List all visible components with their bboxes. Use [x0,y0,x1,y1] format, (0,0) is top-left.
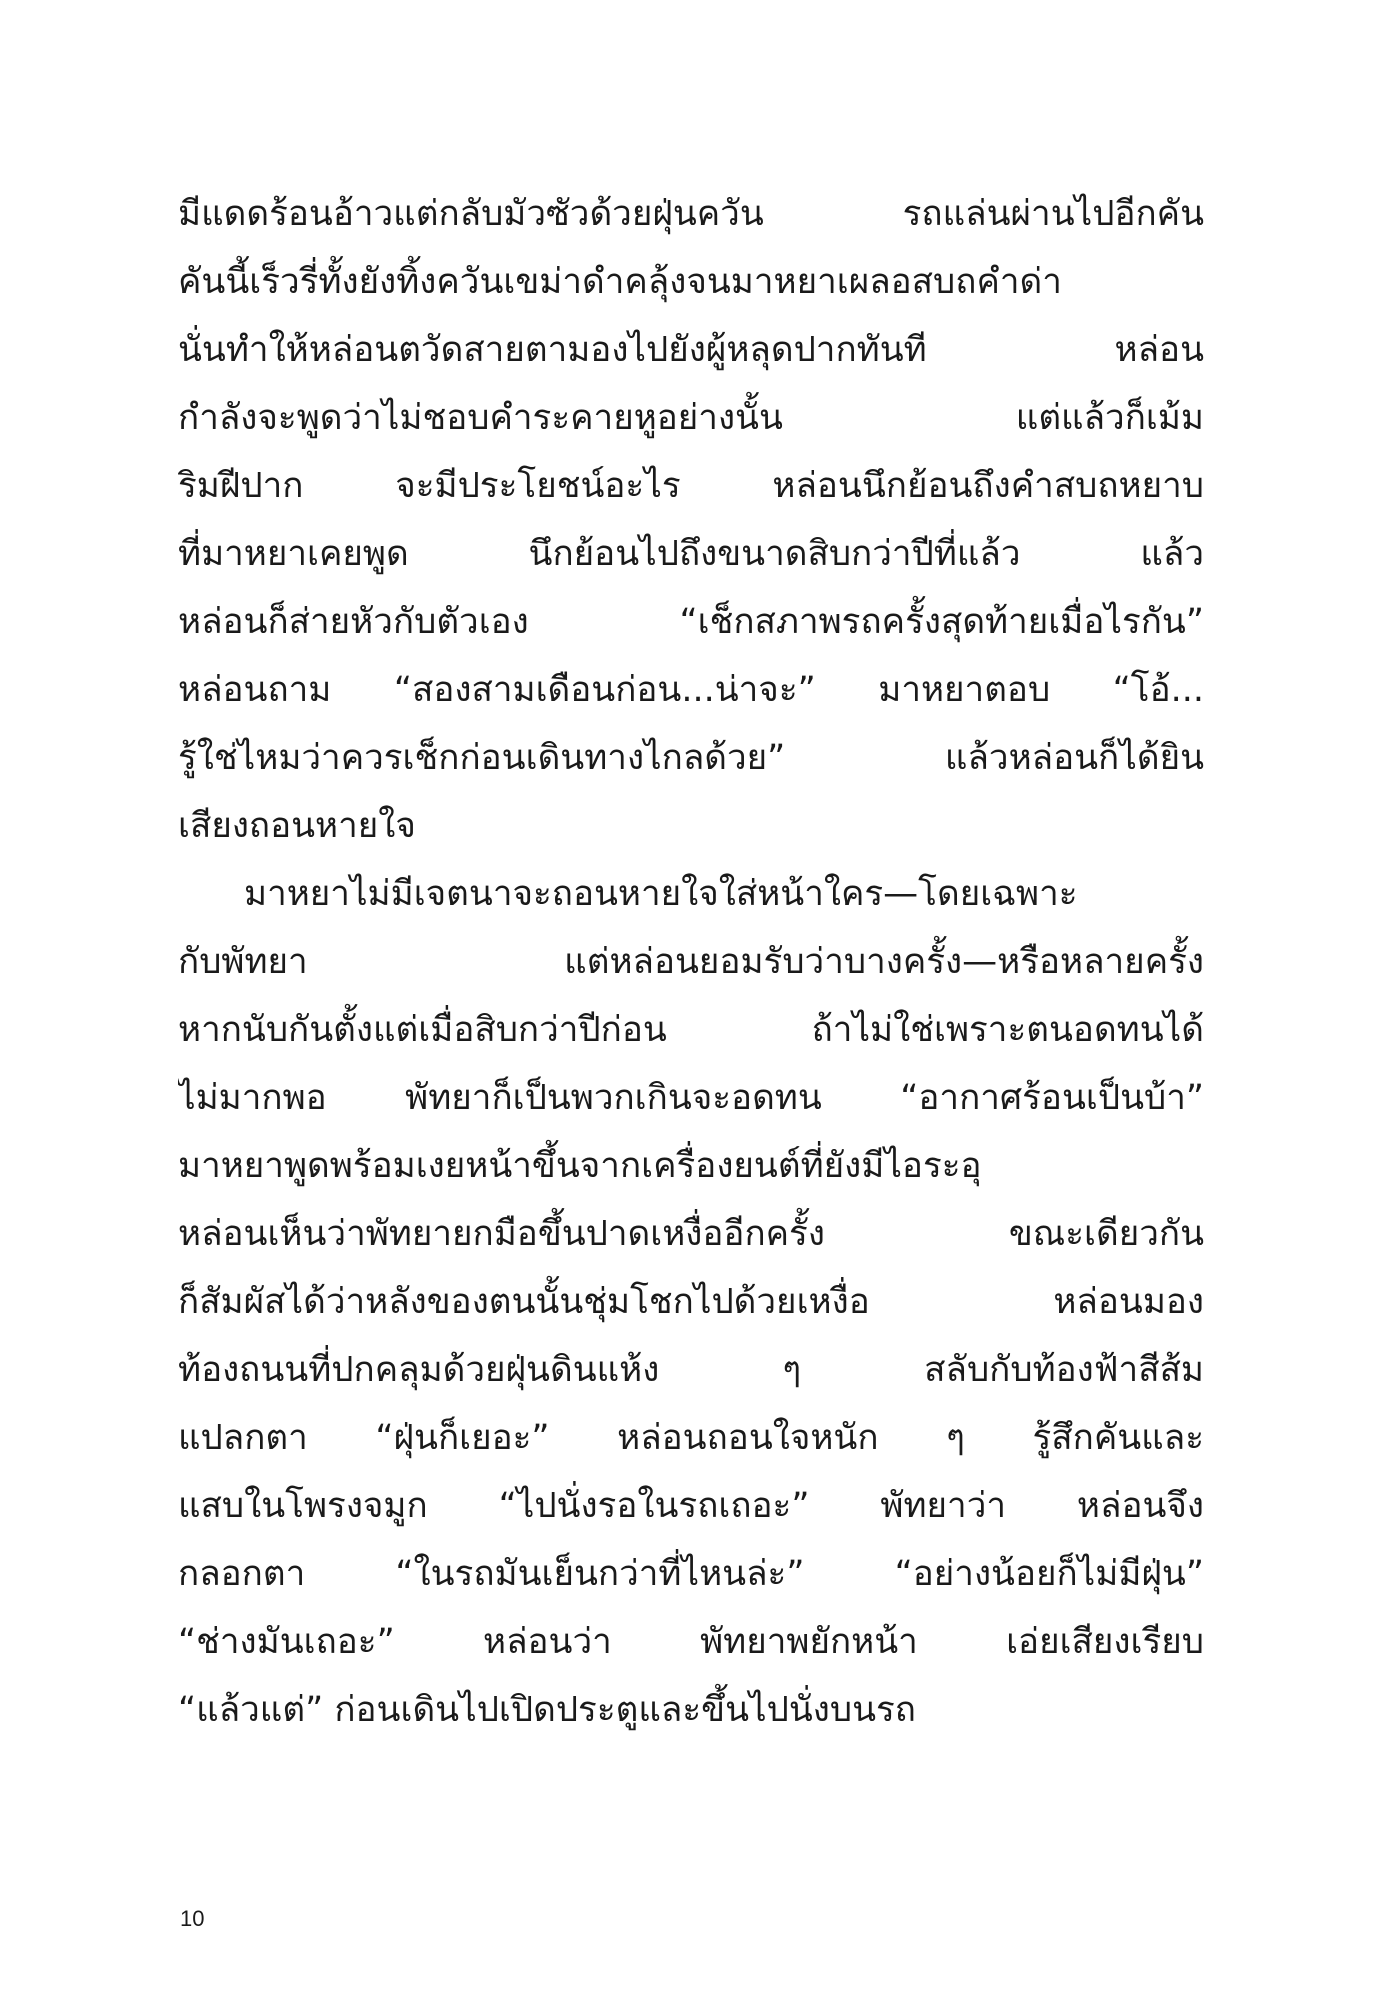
text-line: หากนับกันตั้งแต่เมื่อสิบกว่าปีก่อน ถ้าไม่ใช่เพราะตนอดทนได้ [178,1010,1204,1050]
text-line: คันนี้เร็วรี่ทั้งยังทิ้งควันเขม่าดำคลุ้งจนมาหยาเผลอสบถคำด่า [178,262,1062,302]
text-line: แสบในโพรงจมูก “ไปนั่งรอในรถเถอะ” พัทยาว่า หล่อนจึง [178,1486,1204,1526]
page-number: 10 [180,1906,205,1931]
text-line: หล่อนถาม “สองสามเดือนก่อน...น่าจะ” มาหยาตอบ “โอ้... [178,670,1204,710]
text-line: มีแดดร้อนอ้าวแต่กลับมัวซัวด้วยฝุ่นควัน รถแล่นผ่านไปอีกคัน [178,194,1204,234]
body-text [178,180,1204,1744]
text-line: ไม่มากพอ พัทยาก็เป็นพวกเกินจะอดทน “อากาศร้อนเป็นบ้า” [178,1078,1204,1118]
text-line: ริมฝีปาก จะมีประโยชน์อะไร หล่อนนึกย้อนถึงคำสบถหยาบ [178,466,1204,506]
text-line: “ช่างมันเถอะ” หล่อนว่า พัทยาพยักหน้า เอ่ยเสียงเรียบ [178,1622,1204,1662]
text-line: ที่มาหยาเคยพูด นึกย้อนไปถึงขนาดสิบกว่าปีที่แล้ว แล้ว [178,534,1204,574]
text-line: มาหยาพูดพร้อมเงยหน้าขึ้นจากเครื่องยนต์ที่ยังมีไอระอุ [178,1146,982,1186]
text-line: แปลกตา “ฝุ่นก็เยอะ” หล่อนถอนใจหนัก ๆ รู้สึกคันและ [178,1418,1204,1458]
text-line: รู้ใช่ไหมว่าควรเช็กก่อนเดินทางไกลด้วย” แล้วหล่อนก็ได้ยิน [178,738,1204,778]
text-line: กำลังจะพูดว่าไม่ชอบคำระคายหูอย่างนั้น แต่แล้วก็เม้ม [178,398,1204,438]
text-line: นั่นทำให้หล่อนตวัดสายตามองไปยังผู้หลุดปากทันที หล่อน [178,330,1204,370]
text-line: หล่อนก็ส่ายหัวกับตัวเอง “เช็กสภาพรถครั้งสุดท้ายเมื่อไรกัน” [178,602,1204,642]
text-line: “แล้วแต่” ก่อนเดินไปเปิดประตูและขึ้นไปนั่งบนรถ [178,1690,916,1730]
text-line: มาหยาไม่มีเจตนาจะถอนหายใจใส่หน้าใคร—โดยเฉพาะ [244,874,1078,914]
text-line: กับพัทยา แต่หล่อนยอมรับว่าบางครั้ง—หรือหลายครั้ง [178,942,1204,982]
text-line: กลอกตา “ในรถมันเย็นกว่าที่ไหนล่ะ” “อย่างน้อยก็ไม่มีฝุ่น” [178,1554,1204,1594]
text-line: เสียงถอนหายใจ [178,806,416,846]
text-line: ท้องถนนที่ปกคลุมด้วยฝุ่นดินแห้ง ๆ สลับกับท้องฟ้าสีส้ม [178,1350,1204,1390]
text-line: หล่อนเห็นว่าพัทยายกมือขึ้นปาดเหงื่ออีกครั้ง ขณะเดียวกัน [178,1214,1204,1254]
text-line: ก็สัมผัสได้ว่าหลังของตนนั้นชุ่มโชกไปด้วยเหงื่อ หล่อนมอง [178,1282,1204,1322]
